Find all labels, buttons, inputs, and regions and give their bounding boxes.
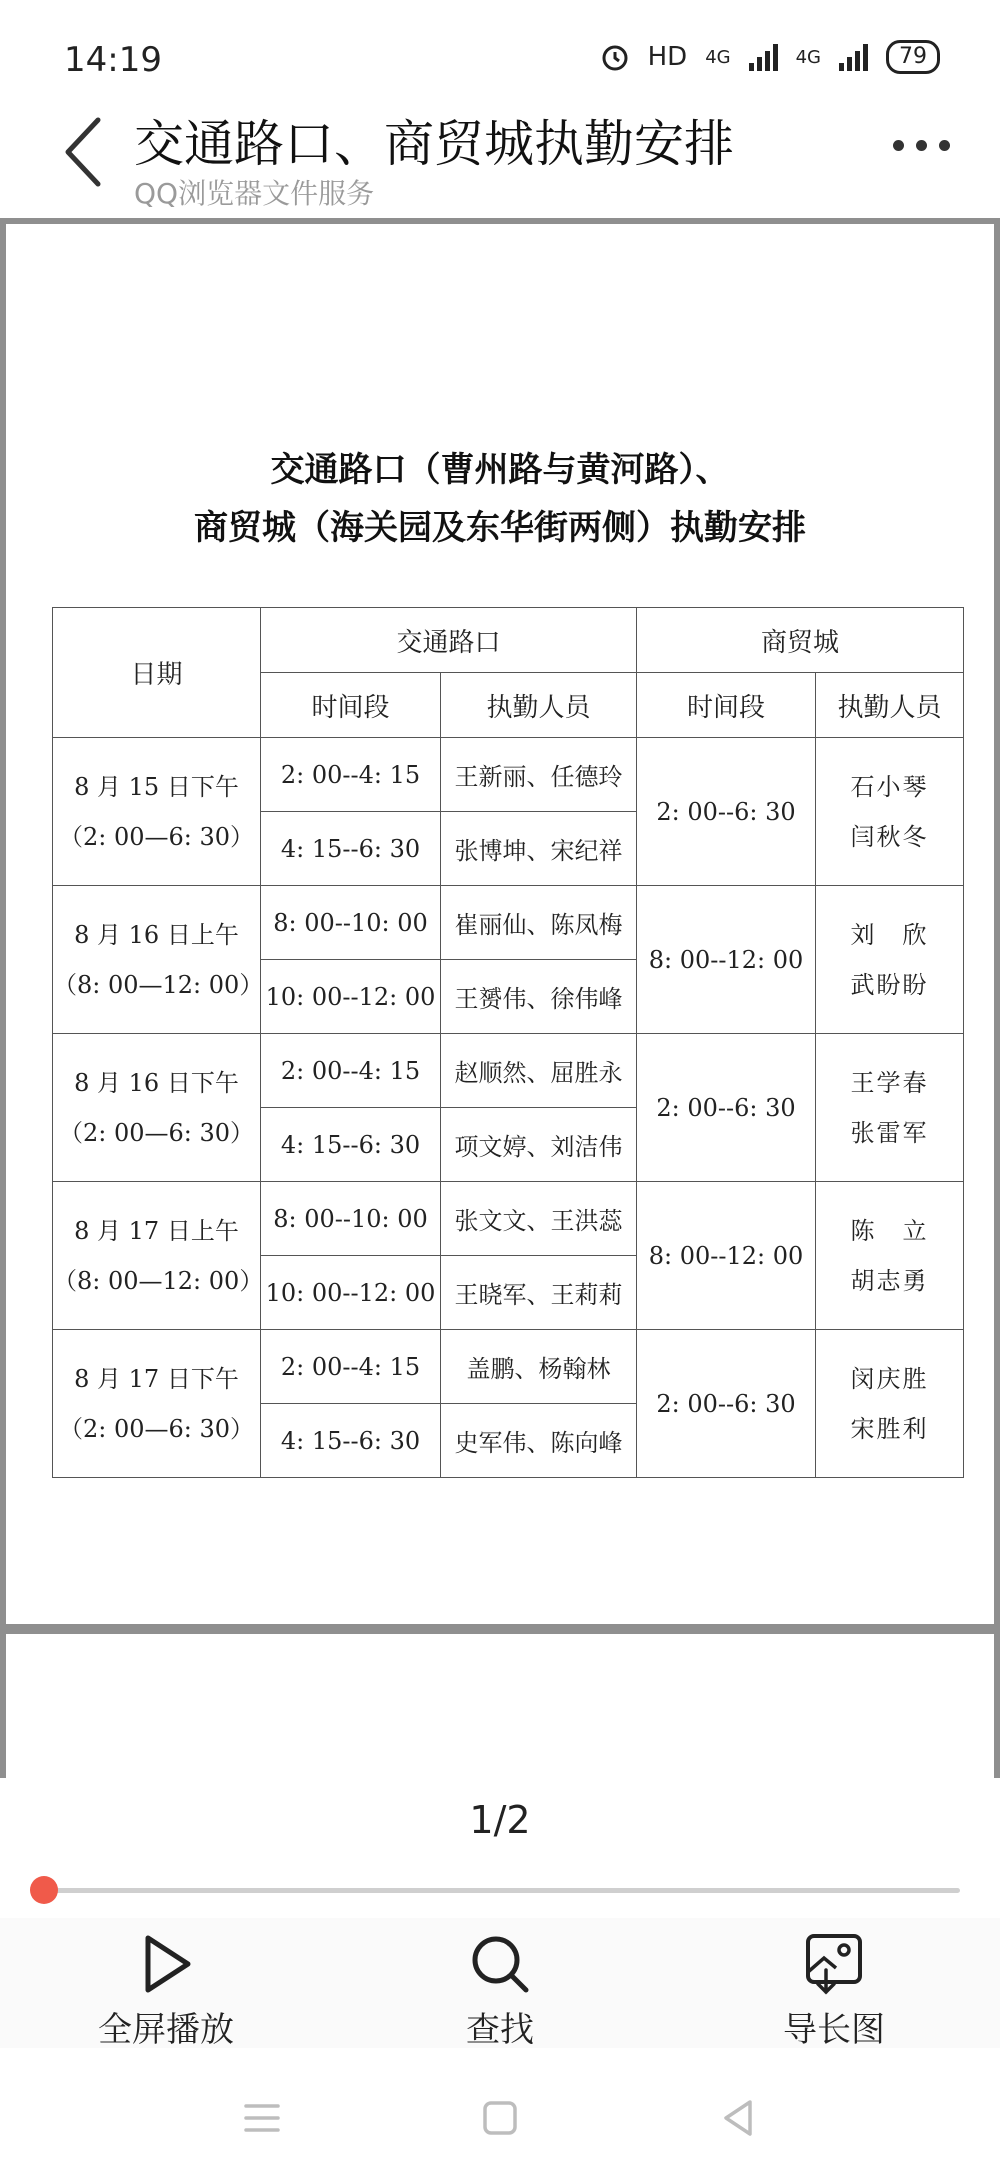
traffic-time-cell: 2: 00--4: 15 bbox=[261, 1330, 441, 1404]
slider-track[interactable] bbox=[40, 1888, 960, 1893]
traffic-staff-cell: 王赟伟、徐伟峰 bbox=[441, 960, 637, 1034]
document-heading-line-1: 交通路口（曹州路与黄河路）、 bbox=[270, 450, 730, 490]
date-cell bbox=[53, 1182, 264, 1330]
mall-staff-cell bbox=[816, 1330, 964, 1478]
battery-level: 79 bbox=[899, 44, 927, 69]
date-range: （8: 00—12: 00） bbox=[53, 970, 264, 999]
mall-staff-name: 胡志勇 bbox=[850, 1266, 929, 1295]
traffic-time-cell: 10: 00--12: 00 bbox=[261, 960, 441, 1034]
status-bar bbox=[0, 0, 1000, 110]
traffic-staff-cell: 张博坤、宋纪祥 bbox=[441, 812, 637, 886]
date-cell bbox=[53, 1034, 261, 1182]
status-icons bbox=[600, 40, 940, 74]
date-text: 8 月 17 日下午 bbox=[74, 1364, 239, 1393]
date-text: 8 月 16 日下午 bbox=[74, 1068, 239, 1097]
document-page-2 bbox=[6, 1634, 994, 1778]
export-long-image-button[interactable] bbox=[714, 1918, 954, 2048]
header-traffic-staff: 执勤人员 bbox=[441, 673, 637, 738]
alarm-icon bbox=[600, 42, 630, 72]
date-text: 8 月 16 日上午 bbox=[74, 920, 239, 949]
mall-staff-name: 武盼盼 bbox=[850, 970, 929, 999]
traffic-staff-cell: 王新丽、任德玲 bbox=[441, 738, 637, 812]
home-icon[interactable] bbox=[470, 2088, 530, 2148]
date-cell bbox=[53, 1330, 261, 1478]
traffic-time-cell: 8: 00--10: 00 bbox=[261, 886, 441, 960]
date-range: （2: 00—6: 30） bbox=[58, 1414, 255, 1443]
mall-staff-cell bbox=[816, 738, 964, 886]
mall-staff-name: 闵庆胜 bbox=[850, 1364, 929, 1393]
traffic-staff-cell: 史军伟、陈向峰 bbox=[441, 1404, 637, 1478]
traffic-time-cell: 8: 00--10: 00 bbox=[261, 1182, 441, 1256]
system-nav-bar bbox=[0, 2068, 1000, 2167]
mall-staff-name: 张雷军 bbox=[850, 1118, 929, 1147]
mall-staff-name: 王学春 bbox=[850, 1068, 929, 1097]
traffic-time-cell: 2: 00--4: 15 bbox=[261, 738, 441, 812]
network-label-2: 4G bbox=[795, 46, 821, 68]
mall-staff-name: 刘 欣 bbox=[850, 920, 929, 949]
play-icon bbox=[136, 1932, 196, 1996]
mall-staff-name: 宋胜利 bbox=[850, 1414, 929, 1443]
mall-staff-name: 闫秋冬 bbox=[850, 822, 929, 851]
slider-thumb[interactable] bbox=[30, 1876, 58, 1904]
traffic-staff-cell: 张文文、王洪蕊 bbox=[441, 1182, 637, 1256]
mall-time-cell: 8: 00--12: 00 bbox=[637, 886, 816, 1034]
fullscreen-label: 全屏播放 bbox=[98, 2010, 234, 2050]
fullscreen-button[interactable] bbox=[46, 1918, 286, 2048]
mall-staff-cell bbox=[816, 886, 964, 1034]
viewer-controls bbox=[0, 1778, 1000, 2167]
traffic-staff-cell: 赵顺然、屈胜永 bbox=[441, 1034, 637, 1108]
mall-time-cell: 2: 00--6: 30 bbox=[637, 738, 816, 886]
find-button[interactable] bbox=[380, 1918, 620, 2048]
traffic-staff-cell: 盖鹏、杨翰林 bbox=[441, 1330, 637, 1404]
page-slider[interactable] bbox=[40, 1876, 960, 1904]
document-heading-line-2: 商贸城（海关园及东华街两侧）执勤安排 bbox=[194, 508, 806, 548]
export-long-image-label: 导长图 bbox=[783, 2010, 885, 2050]
mall-time-cell: 8: 00--12: 00 bbox=[637, 1182, 816, 1330]
header-mall-time: 时间段 bbox=[637, 673, 816, 738]
header-mall-staff: 执勤人员 bbox=[816, 673, 964, 738]
mall-staff-name: 陈 立 bbox=[850, 1216, 929, 1245]
table-row bbox=[53, 1034, 964, 1108]
signal-icon bbox=[839, 43, 868, 71]
page-indicator: 1/2 bbox=[469, 1798, 531, 1842]
header-date: 日期 bbox=[53, 608, 261, 738]
page-title: 交通路口、商贸城执勤安排 bbox=[134, 115, 734, 173]
date-text: 8 月 15 日下午 bbox=[74, 772, 239, 801]
table-row bbox=[53, 1182, 964, 1256]
header-mall: 商贸城 bbox=[637, 608, 964, 673]
document-page-1 bbox=[6, 224, 994, 1624]
status-time: 14:19 bbox=[64, 40, 162, 80]
traffic-staff-cell: 崔丽仙、陈凤梅 bbox=[441, 886, 637, 960]
date-range: （2: 00—6: 30） bbox=[58, 1118, 255, 1147]
header-traffic: 交通路口 bbox=[261, 608, 637, 673]
more-icon[interactable] bbox=[893, 140, 950, 151]
bottom-toolbar bbox=[0, 1918, 1000, 2048]
find-label: 查找 bbox=[466, 2010, 534, 2050]
traffic-staff-cell: 王晓军、王莉莉 bbox=[441, 1256, 637, 1330]
mall-staff-cell bbox=[816, 1182, 964, 1330]
hd-label: HD bbox=[647, 42, 688, 72]
page-subtitle: QQ浏览器文件服务 bbox=[134, 177, 375, 210]
schedule-table bbox=[52, 607, 964, 1478]
traffic-staff-cell: 项文婷、刘洁伟 bbox=[441, 1108, 637, 1182]
traffic-time-cell: 4: 15--6: 30 bbox=[261, 812, 441, 886]
app-header bbox=[0, 100, 1000, 218]
header-traffic-time: 时间段 bbox=[261, 673, 441, 738]
table-row bbox=[53, 738, 964, 812]
traffic-time-cell: 2: 00--4: 15 bbox=[261, 1034, 441, 1108]
table-row bbox=[53, 1330, 964, 1404]
traffic-time-cell: 10: 00--12: 00 bbox=[261, 1256, 441, 1330]
mall-time-cell: 2: 00--6: 30 bbox=[637, 1330, 816, 1478]
date-range: （2: 00—6: 30） bbox=[58, 822, 255, 851]
mall-time-cell: 2: 00--6: 30 bbox=[637, 1034, 816, 1182]
traffic-time-cell: 4: 15--6: 30 bbox=[261, 1404, 441, 1478]
signal-icon bbox=[749, 43, 778, 71]
date-cell bbox=[53, 886, 264, 1034]
document-viewer[interactable] bbox=[0, 218, 1000, 1778]
mall-staff-cell bbox=[816, 1034, 964, 1182]
table-header-row bbox=[53, 608, 964, 673]
back-nav-icon[interactable] bbox=[708, 2088, 768, 2148]
search-icon bbox=[468, 1932, 532, 1996]
date-cell bbox=[53, 738, 261, 886]
menu-icon[interactable] bbox=[232, 2088, 292, 2148]
network-label-1: 4G bbox=[705, 46, 731, 68]
back-icon[interactable] bbox=[58, 112, 108, 192]
traffic-time-cell: 4: 15--6: 30 bbox=[261, 1108, 441, 1182]
long-image-icon bbox=[802, 1932, 866, 1996]
date-text: 8 月 17 日上午 bbox=[74, 1216, 239, 1245]
battery-icon bbox=[886, 40, 940, 74]
mall-staff-name: 石小琴 bbox=[850, 772, 929, 801]
table-row bbox=[53, 886, 964, 960]
date-range: （8: 00—12: 00） bbox=[53, 1266, 264, 1295]
